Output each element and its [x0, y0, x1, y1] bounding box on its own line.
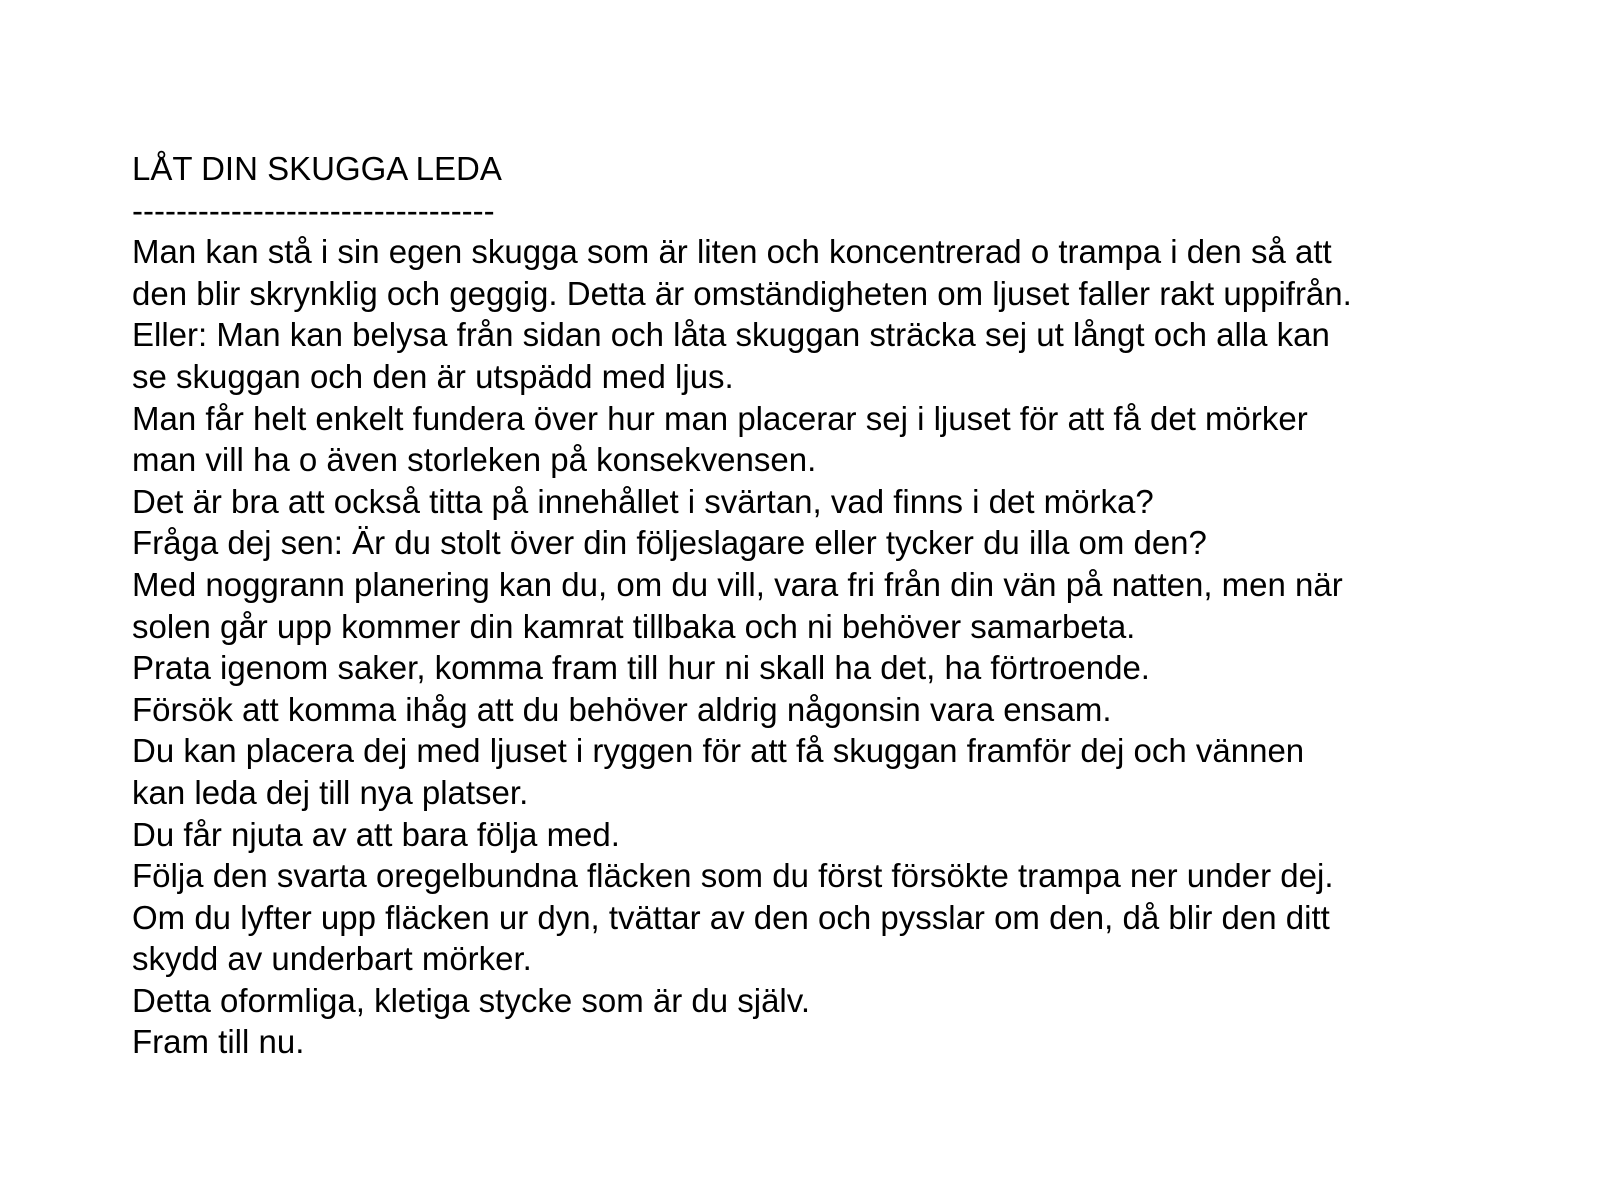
- text-line: Du kan placera dej med ljuset i ryggen för att få skuggan framför dej och vännen: [132, 732, 1305, 770]
- text-line: Du får njuta av att bara följa med.: [132, 815, 620, 853]
- text-line: Man kan stå i sin egen skugga som är liten och koncentrerad o trampa i den så att: [132, 233, 1332, 271]
- text-line: Detta oformliga, kletiga stycke som är du själv.: [132, 981, 810, 1019]
- text-line: solen går upp kommer din kamrat tillbaka och ni behöver samarbeta.: [132, 607, 1136, 645]
- text-line: Följa den svarta oregelbundna fläcken som du först försökte trampa ner under dej.: [132, 857, 1334, 895]
- text-line: den blir skrynklig och geggig. Detta är omständigheten om ljuset faller rakt uppifrån.: [132, 274, 1352, 312]
- text-line: Fram till nu.: [132, 1023, 305, 1061]
- text-line: se skuggan och den är utspädd med ljus.: [132, 357, 734, 395]
- text-line: Prata igenom saker, komma fram till hur ni skall ha det, ha förtroende.: [132, 649, 1150, 687]
- document-page: [132, 148, 1572, 1063]
- text-line: Om du lyfter upp fläcken ur dyn, tvättar av den och pysslar om den, då blir den ditt: [132, 898, 1330, 936]
- text-line: Fråga dej sen: Är du stolt över din följeslagare eller tycker du illa om den?: [132, 524, 1207, 562]
- text-line: Det är bra att också titta på innehållet i svärtan, vad finns i det mörka?: [132, 482, 1154, 520]
- text-line: Med noggrann planering kan du, om du vill, vara fri från din vän på natten, men när: [132, 565, 1343, 603]
- text-line: kan leda dej till nya platser.: [132, 773, 529, 811]
- text-line: Man får helt enkelt fundera över hur man placerar sej i ljuset för att få det mörker: [132, 399, 1308, 437]
- text-line: Eller: Man kan belysa från sidan och låta skuggan sträcka sej ut långt och alla kan: [132, 316, 1330, 354]
- text-line: man vill ha o även storleken på konsekvensen.: [132, 441, 817, 479]
- text-line: Försök att komma ihåg att du behöver aldrig någonsin vara ensam.: [132, 690, 1112, 728]
- text-line: skydd av underbart mörker.: [132, 940, 532, 978]
- title-separator: ---------------------------------: [132, 191, 495, 229]
- document-title: LÅT DIN SKUGGA LEDA: [132, 150, 502, 187]
